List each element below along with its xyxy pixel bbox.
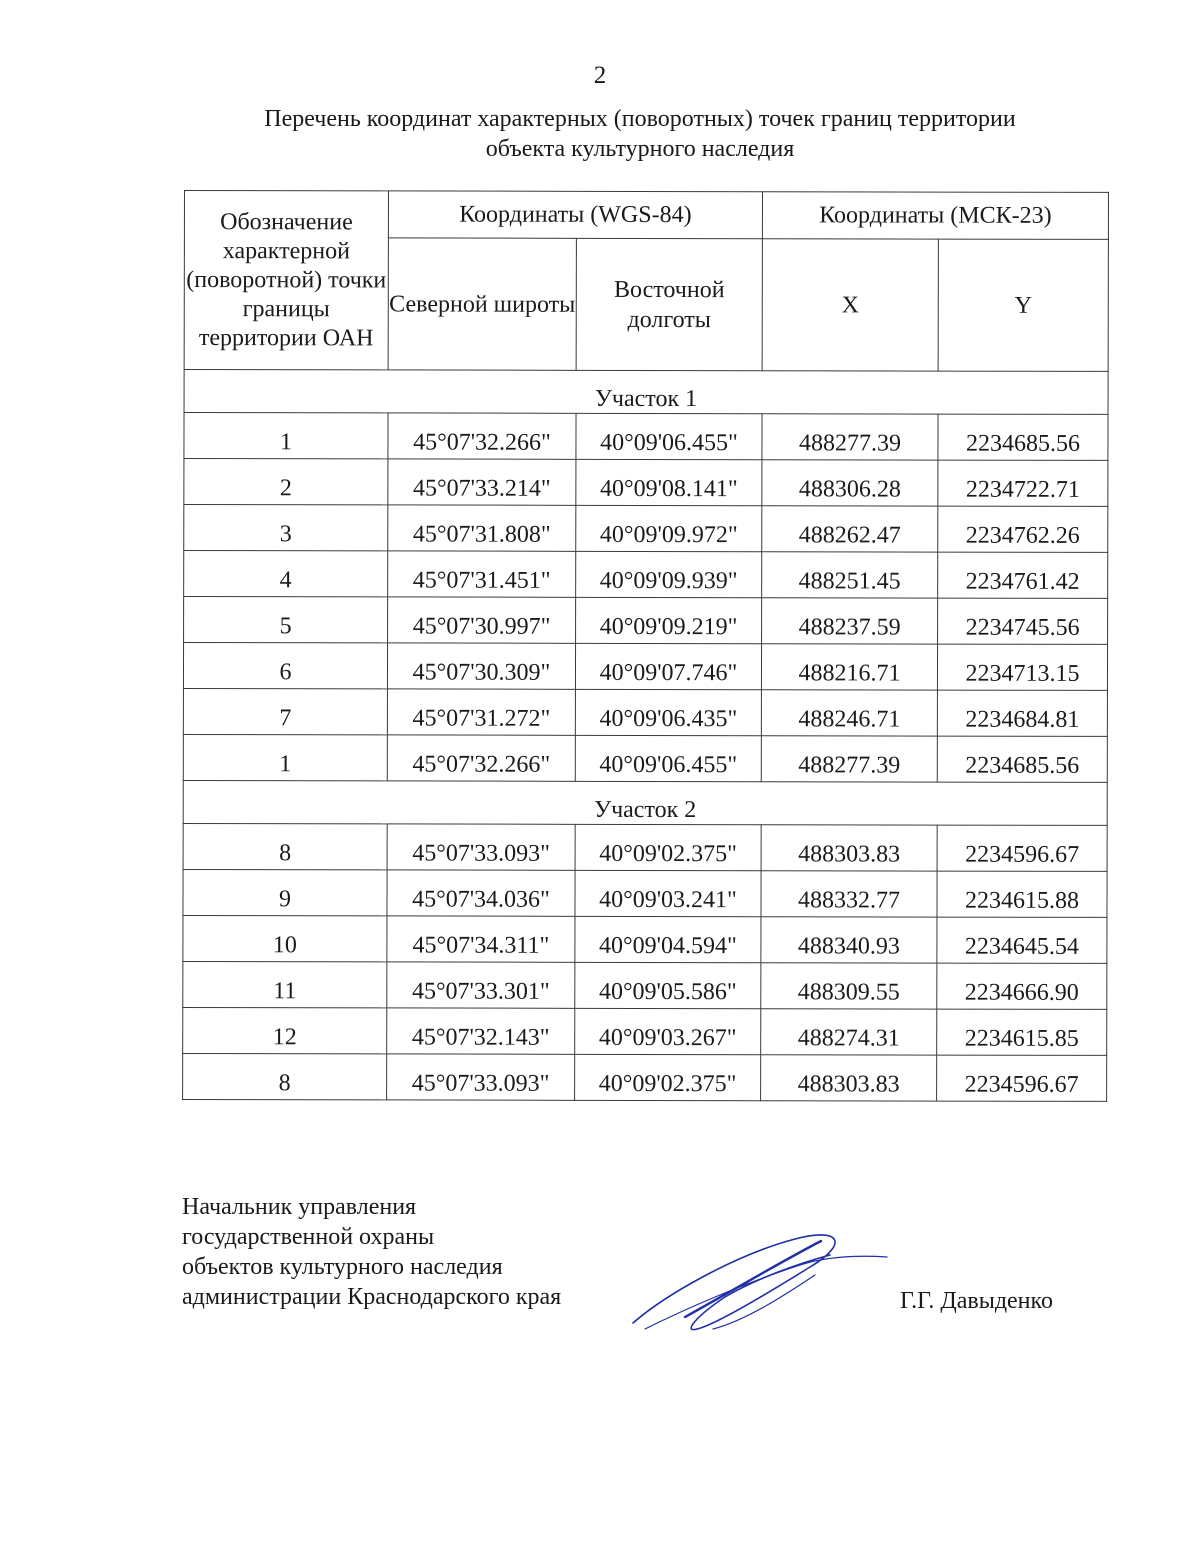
document-title <box>140 104 1140 164</box>
y-cell: 2234615.88 <box>937 871 1107 917</box>
point-cell: 7 <box>183 688 387 734</box>
table-row <box>183 1053 1107 1101</box>
y-cell: 2234666.90 <box>937 963 1107 1009</box>
table-row <box>183 734 1107 782</box>
latitude-cell: 45°07'32.266" <box>388 413 576 459</box>
x-cell: 488237.59 <box>762 598 938 644</box>
latitude-cell: 45°07'33.093" <box>387 824 575 870</box>
section-title: Участок 2 <box>183 780 1107 825</box>
y-cell: 2234713.15 <box>937 644 1107 690</box>
table-row <box>183 688 1107 736</box>
x-cell: 488216.71 <box>761 644 937 690</box>
point-cell: 6 <box>183 643 387 689</box>
point-cell: 11 <box>183 961 387 1007</box>
y-cell: 2234596.67 <box>937 1055 1107 1101</box>
position-line: государственной охраны <box>182 1224 435 1250</box>
y-cell: 2234745.56 <box>938 598 1108 644</box>
point-cell: 1 <box>183 734 387 780</box>
handwritten-signature <box>625 1225 895 1335</box>
x-cell: 488277.39 <box>762 414 938 460</box>
latitude-cell: 45°07'33.214" <box>388 459 576 505</box>
y-cell: 2234684.81 <box>937 690 1107 736</box>
position-line: администрации Краснодарского края <box>182 1284 562 1310</box>
point-cell: 8 <box>183 1053 387 1099</box>
latitude-cell: 45°07'34.036" <box>387 870 575 916</box>
x-cell: 488303.83 <box>761 825 937 871</box>
table-row <box>184 459 1108 507</box>
header-wgs84: Координаты (WGS-84) <box>388 191 762 239</box>
point-cell: 5 <box>184 597 388 643</box>
x-cell: 488340.93 <box>761 917 937 963</box>
point-cell: 9 <box>183 869 387 915</box>
point-cell: 1 <box>184 413 388 459</box>
signature-strokes <box>633 1235 887 1330</box>
title-line-2: объекта культурного наследия <box>485 136 795 162</box>
table-row <box>183 869 1107 917</box>
longitude-cell: 40°09'06.455" <box>575 735 761 781</box>
x-cell: 488277.39 <box>761 736 937 782</box>
table-row <box>183 823 1107 871</box>
section-title: Участок 1 <box>184 370 1108 415</box>
position-line: объектов культурного наследия <box>182 1254 503 1280</box>
header-y: Y <box>938 239 1108 371</box>
y-cell: 2234761.42 <box>938 552 1108 598</box>
y-cell: 2234615.85 <box>937 1009 1107 1055</box>
table-row <box>183 643 1107 691</box>
x-cell: 488274.31 <box>761 1009 937 1055</box>
y-cell: 2234762.26 <box>938 506 1108 552</box>
latitude-cell: 45°07'31.808" <box>388 505 576 551</box>
longitude-cell: 40°09'02.375" <box>575 1054 761 1100</box>
title-line-1: Перечень координат характерных (поворотных) точек границ территории <box>264 106 1016 132</box>
latitude-cell: 45°07'31.451" <box>388 551 576 597</box>
latitude-cell: 45°07'33.301" <box>387 962 575 1008</box>
x-cell: 488306.28 <box>762 460 938 506</box>
y-cell: 2234722.71 <box>938 460 1108 506</box>
longitude-cell: 40°09'03.267" <box>575 1008 761 1054</box>
x-cell: 488309.55 <box>761 963 937 1009</box>
header-x: X <box>762 239 938 371</box>
table-row <box>183 961 1107 1009</box>
table-row <box>184 551 1108 599</box>
latitude-cell: 45°07'30.309" <box>387 643 575 689</box>
table-row <box>184 505 1108 553</box>
header-east-longitude: Восточной долготы <box>576 238 762 370</box>
latitude-cell: 45°07'30.997" <box>388 597 576 643</box>
point-cell: 2 <box>184 459 388 505</box>
latitude-cell: 45°07'31.272" <box>387 689 575 735</box>
table-row <box>183 1007 1107 1055</box>
x-cell: 488251.45 <box>762 552 938 598</box>
position-line: Начальник управления <box>182 1194 417 1220</box>
point-cell: 8 <box>183 823 387 869</box>
header-north-latitude: Северной широты <box>388 238 576 370</box>
y-cell: 2234596.67 <box>937 825 1107 871</box>
header-msk23: Координаты (МСК-23) <box>762 192 1108 240</box>
latitude-cell: 45°07'33.093" <box>387 1054 575 1100</box>
section-row <box>184 370 1108 415</box>
longitude-cell: 40°09'09.939" <box>576 551 762 597</box>
longitude-cell: 40°09'02.375" <box>575 824 761 870</box>
x-cell: 488303.83 <box>761 1055 937 1101</box>
signature-position <box>182 1192 561 1312</box>
longitude-cell: 40°09'09.972" <box>576 505 762 551</box>
table-row <box>184 597 1108 645</box>
longitude-cell: 40°09'07.746" <box>575 643 761 689</box>
point-cell: 12 <box>183 1007 387 1053</box>
y-cell: 2234645.54 <box>937 917 1107 963</box>
longitude-cell: 40°09'03.241" <box>575 870 761 916</box>
x-cell: 488332.77 <box>761 871 937 917</box>
longitude-cell: 40°09'09.219" <box>576 597 762 643</box>
y-cell: 2234685.56 <box>937 736 1107 782</box>
longitude-cell: 40°09'06.455" <box>576 413 762 459</box>
signer-name: Г.Г. Давыденко <box>900 1288 1053 1314</box>
longitude-cell: 40°09'06.435" <box>575 689 761 735</box>
table-row <box>184 413 1108 461</box>
table-body <box>183 370 1109 1102</box>
latitude-cell: 45°07'32.266" <box>387 735 575 781</box>
longitude-cell: 40°09'08.141" <box>576 459 762 505</box>
point-cell: 10 <box>183 915 387 961</box>
page-number: 2 <box>593 62 607 89</box>
longitude-cell: 40°09'04.594" <box>575 916 761 962</box>
latitude-cell: 45°07'34.311" <box>387 916 575 962</box>
section-row <box>183 780 1107 825</box>
y-cell: 2234685.56 <box>938 414 1108 460</box>
x-cell: 488246.71 <box>761 690 937 736</box>
x-cell: 488262.47 <box>762 506 938 552</box>
header-point-designation: Обозначение характерной (поворотной) точки границы территории ОАН <box>184 191 388 370</box>
latitude-cell: 45°07'32.143" <box>387 1008 575 1054</box>
point-cell: 4 <box>184 551 388 597</box>
point-cell: 3 <box>184 505 388 551</box>
table-row <box>183 915 1107 963</box>
longitude-cell: 40°09'05.586" <box>575 962 761 1008</box>
coordinates-table <box>182 190 1109 1102</box>
